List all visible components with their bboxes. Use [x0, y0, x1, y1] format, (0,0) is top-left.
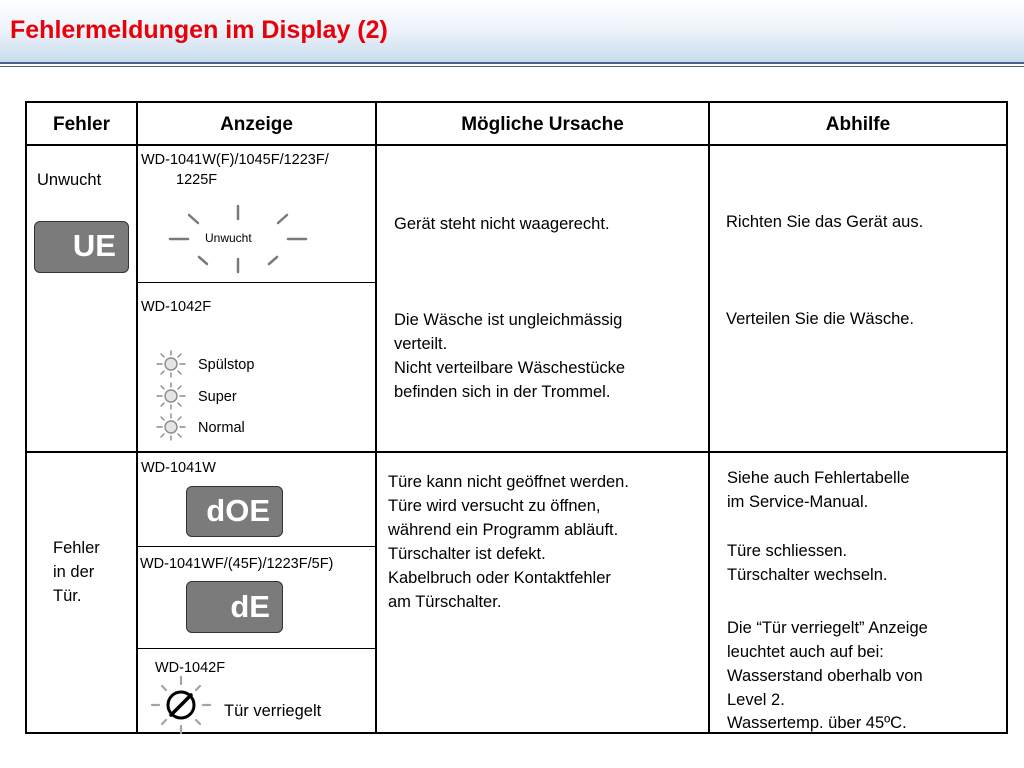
model-list-1042f: WD-1042F — [141, 299, 212, 315]
cause-door-1: Türe kann nicht geöffnet werden. — [388, 473, 629, 491]
model-list-1041w: WD-1041W — [141, 460, 216, 476]
error-name-door-3: Tür. — [53, 587, 82, 605]
header-rule — [0, 62, 1024, 64]
cause-not-level: Gerät steht nicht waagerecht. — [394, 215, 610, 233]
display-code-doe: dOE — [186, 486, 283, 537]
remedy-lock-note-1: Die “Tür verriegelt” Anzeige — [727, 619, 928, 637]
model-list: WD-1041W(F)/1045F/1223F/ — [141, 152, 329, 168]
cause-uneven-load: Die Wäsche ist ungleichmässig — [394, 311, 623, 329]
error-name-unwucht: Unwucht — [37, 171, 102, 189]
remedy-door-manual-2: im Service-Manual. — [727, 493, 869, 511]
led-label-normal: Normal — [198, 420, 245, 436]
cause-door-5: Kabelbruch oder Kontaktfehler — [388, 569, 611, 587]
door-lock-icon — [151, 676, 211, 734]
remedy-distribute: Verteilen Sie die Wäsche. — [726, 310, 915, 328]
remedy-door-close: Türe schliessen. — [727, 542, 848, 560]
slide-header — [0, 0, 1024, 62]
remedy-lock-note-4: Level 2. — [727, 691, 785, 709]
lock-label: Tür verriegelt — [224, 702, 322, 720]
remedy-door-switch: Türschalter wechseln. — [727, 566, 888, 584]
cause-door-4: Türschalter ist defekt. — [388, 545, 546, 563]
error-name-door-2: in der — [53, 563, 95, 581]
header-ursache: Mögliche Ursache — [461, 114, 624, 135]
indicator-label-unwucht: Unwucht — [205, 231, 252, 245]
remedy-lock-note-5: Wassertemp. über 45ºC. — [727, 714, 907, 732]
led-label-super: Super — [198, 389, 237, 405]
model-list-1041wf: WD-1041WF/(45F)/1223F/5F) — [140, 556, 334, 572]
header-rule-thin — [0, 66, 1024, 67]
led-lamp-icon — [154, 348, 188, 442]
page-title: Fehlermeldungen im Display (2) — [10, 16, 388, 44]
remedy-lock-note-3: Wasserstand oberhalb von — [727, 667, 923, 685]
remedy-level: Richten Sie das Gerät aus. — [726, 213, 924, 231]
remedy-lock-note-2: leuchtet auch auf bei: — [727, 643, 884, 661]
cause-door-3: während ein Programm abläuft. — [388, 521, 619, 539]
header-anzeige: Anzeige — [220, 114, 293, 135]
display-code-ue: UE — [34, 221, 129, 273]
model-list-cont: 1225F — [176, 172, 218, 188]
display-code-de: dE — [186, 581, 283, 633]
cause-door-2: Türe wird versucht zu öffnen, — [388, 497, 601, 515]
cause-uneven-load-3: Nicht verteilbare Wäschestücke — [394, 359, 626, 377]
error-name-door: Fehler — [53, 539, 100, 557]
led-label-spuelstop: Spülstop — [198, 357, 255, 373]
cause-uneven-load-4: befinden sich in der Trommel. — [394, 383, 611, 401]
cause-door-6: am Türschalter. — [388, 593, 502, 611]
remedy-door-manual: Siehe auch Fehlertabelle — [727, 469, 910, 487]
model-list-1042f-door: WD-1042F — [155, 660, 226, 676]
cause-uneven-load-2: verteilt. — [394, 335, 448, 353]
header-fehler: Fehler — [52, 114, 111, 135]
header-abhilfe: Abhilfe — [825, 114, 891, 135]
